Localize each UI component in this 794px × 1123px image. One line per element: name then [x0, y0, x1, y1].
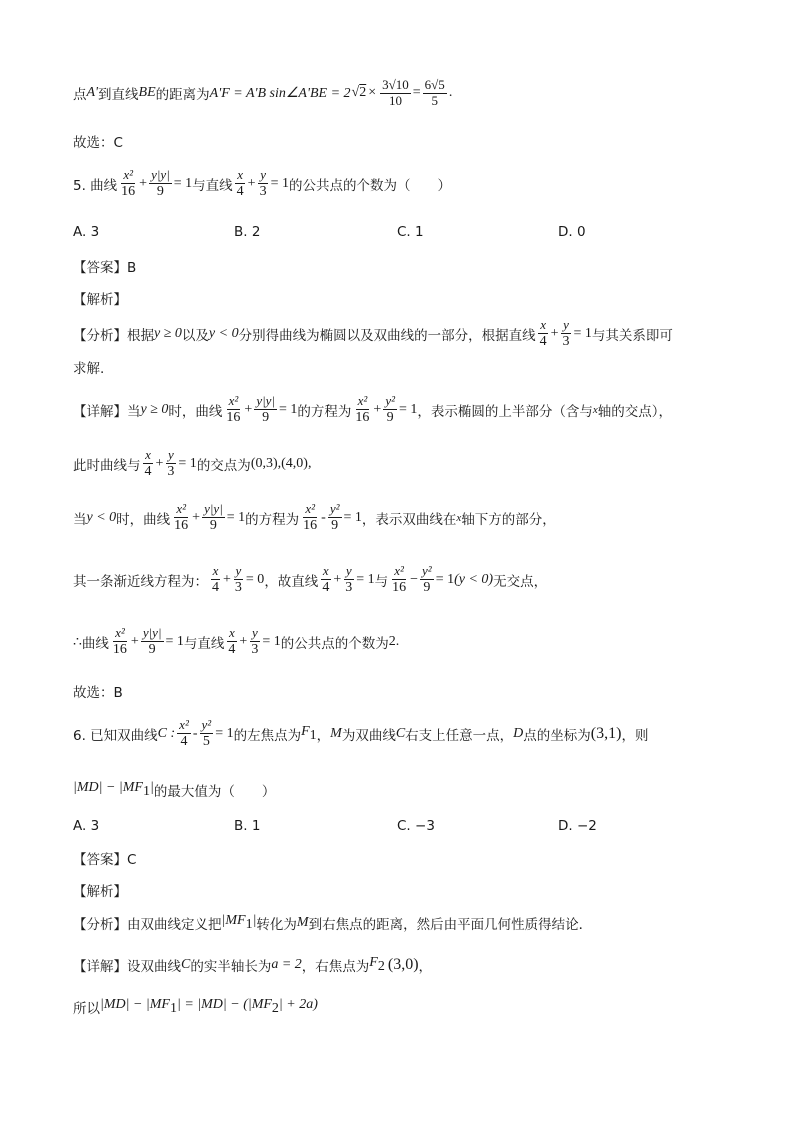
q5-detail-line1: 【详解】 当 y ≥ 0 时，曲线 $\frac{\text{x²}}{16}$ + $\frac{y|y|}{9}$ = 1 的方程为 $\frac{\text{x²}}{16}$ + $\frac{\text{y²}}{9}$ = 1 ，表示椭圆的上半部分（含与 x 轴的交点），	[73, 393, 673, 425]
fraction: $\frac{6√5}{5}$	[424, 77, 445, 108]
q6-option-a: A. 3	[73, 818, 100, 834]
q6-explanation-label: 【解析】	[73, 884, 127, 900]
q5-option-c: C. 1	[397, 224, 424, 240]
q5-option-b: B. 2	[234, 224, 261, 240]
q5-option-a: A. 3	[73, 224, 100, 240]
q5-detail-line4: 其一条渐近线方程为： $\frac{x}{4}$ + $\frac{y}{3}$ = 0 ，故直线 $\frac{x}{4}$ + $\frac{y}{3}$ = 1 与 $\frac{\text{x²}}{16}$ − $\frac{\text{y²}}{9}$ = 1 (y < 0) 无交点，	[73, 563, 548, 595]
q6-detail-line2: 所以 $|MD| - |MF_1| = |MD| - (|MF_2| + 2a)$	[73, 997, 318, 1017]
q6-detail: 【详解】 设双曲线 C 的实半轴长为 a = 2 ，右焦点为 $F_2$ (3,0) ，	[73, 955, 433, 975]
q6-analysis: 【分析】 由双曲线定义把 $|MF_1|$ 转化为 M 到右焦点的距离，然后由平面几何性质得结论．	[73, 913, 593, 933]
fraction: $\frac{3√10}{10}$	[382, 77, 409, 108]
answer-choice-line: 故选：C	[73, 135, 123, 151]
question-5: 5. 曲线 $\frac{\text{x²}}{16}$ + $\frac{y|y|}{9}$ = 1 与直线 $\frac{x}{4}$ + $\frac{y}{3}$ = 1 的公共点的个数为（ ）	[73, 167, 451, 199]
q6-answer: 【答案】C	[73, 852, 137, 868]
q5-detail-line2: 此时曲线与 $\frac{x}{4}$ + $\frac{y}{3}$ = 1 的交点为 (0,3),(4,0),	[73, 447, 312, 479]
q5-final-choice: 故选：B	[73, 685, 123, 701]
question-6-cont: $|MD| - |MF_1|$ 的最大值为（ ）	[73, 780, 276, 800]
q5-analysis: 【分析】 根据 y ≥ 0 以及 y < 0 分别得曲线为椭圆以及双曲线的一部分，根据直线 $\frac{x}{4}$ + $\frac{y}{3}$ = 1 与其关系即可	[73, 317, 673, 349]
question-6: 6. 已知双曲线 C : $\frac{\text{x²}}{4}$ - $\frac{\text{y²}}{5}$ = 1 的左焦点为 $F_1$ ， M 为双曲线 C 右支上任意一点， D 点的坐标为 (3,1) ，则	[73, 717, 649, 749]
q5-explanation-label: 【解析】	[73, 292, 127, 308]
q6-option-b: B. 1	[234, 818, 261, 834]
q6-option-c: C. −3	[397, 818, 435, 834]
q5-conclusion: ∴ 曲线 $\frac{\text{x²}}{16}$ + $\frac{y|y|}{9}$ = 1 与直线 $\frac{x}{4}$ + $\frac{y}{3}$ = 1 的公共点的个数为 2 .	[73, 625, 400, 657]
q5-detail-line3: 当 y < 0 时，曲线 $\frac{\text{x²}}{16}$ + $\frac{y|y|}{9}$ = 1 的方程为 $\frac{\text{x²}}{16}$ - $\frac{\text{y²}}{9}$ = 1 ，表示双曲线在 x 轴下方的部分，	[73, 501, 556, 533]
q5-answer: 【答案】B	[73, 260, 137, 276]
q5-analysis-cont: 求解.	[73, 361, 105, 377]
q5-option-d: D. 0	[558, 224, 586, 240]
q6-option-d: D. −2	[558, 818, 597, 834]
solution-line-distance: 点 A' 到直线 BE 的距离为 A'F = A'B sin∠A'BE = 2 √2 × $\frac{3√10}{10}$ = $\frac{6√5}{5}$ .	[73, 77, 453, 108]
